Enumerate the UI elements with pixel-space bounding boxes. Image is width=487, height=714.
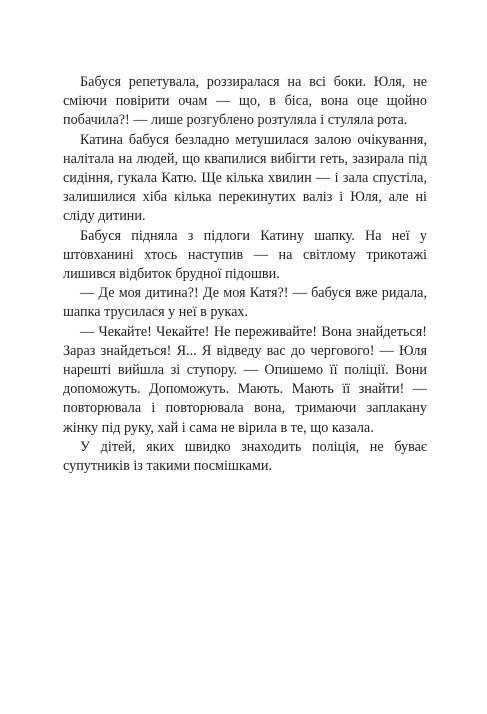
body-text — [63, 73, 427, 476]
paragraph: У дітей, яких швидко знаходить поліція, не буває супутників із такими посмішками. — [63, 438, 427, 475]
paragraph: Бабуся репетувала, роззиралася на всі боки. Юля, не сміючи повірити очам — що, в біса, вона оце щойно побачила?! — лише розгублено розтуляла і стуляла рота. — [63, 74, 427, 129]
paragraph: — Чекайте! Чекайте! Не переживайте! Вона знайдеться! Зараз знайдеться! Я... Я відведу вас до чергового! — Юля нарешті вийшла зі ступору. — Опишемо її поліції. Вони допоможуть. Допоможуть. Мають. Мають її знайти! — повторювала і повторювала вона, тримаючи заплакану жінку під руку, хай і сама не вірила в те, що казала. — [63, 323, 427, 436]
paragraph: — Де моя дитина?! Де моя Катя?! — бабуся вже ридала, шапка трусилася у неї в руках. — [63, 285, 427, 321]
paragraph: Бабуся підняла з підлоги Катину шапку. На неї у штовханині хтось наступив — на світлому трикотажі лишився відбиток брудної підошви. — [63, 227, 427, 283]
paragraph: Катина бабуся безладно метушилася залою очікування, налітала на людей, що квапилися вибігти геть, зазирала під сидіння, гукала Катю. Ще кілька хвилин — і зала спустіла, залишилися хіба кілька перекинутих валіз і Юля, але ні сліду дитини. — [63, 131, 427, 225]
